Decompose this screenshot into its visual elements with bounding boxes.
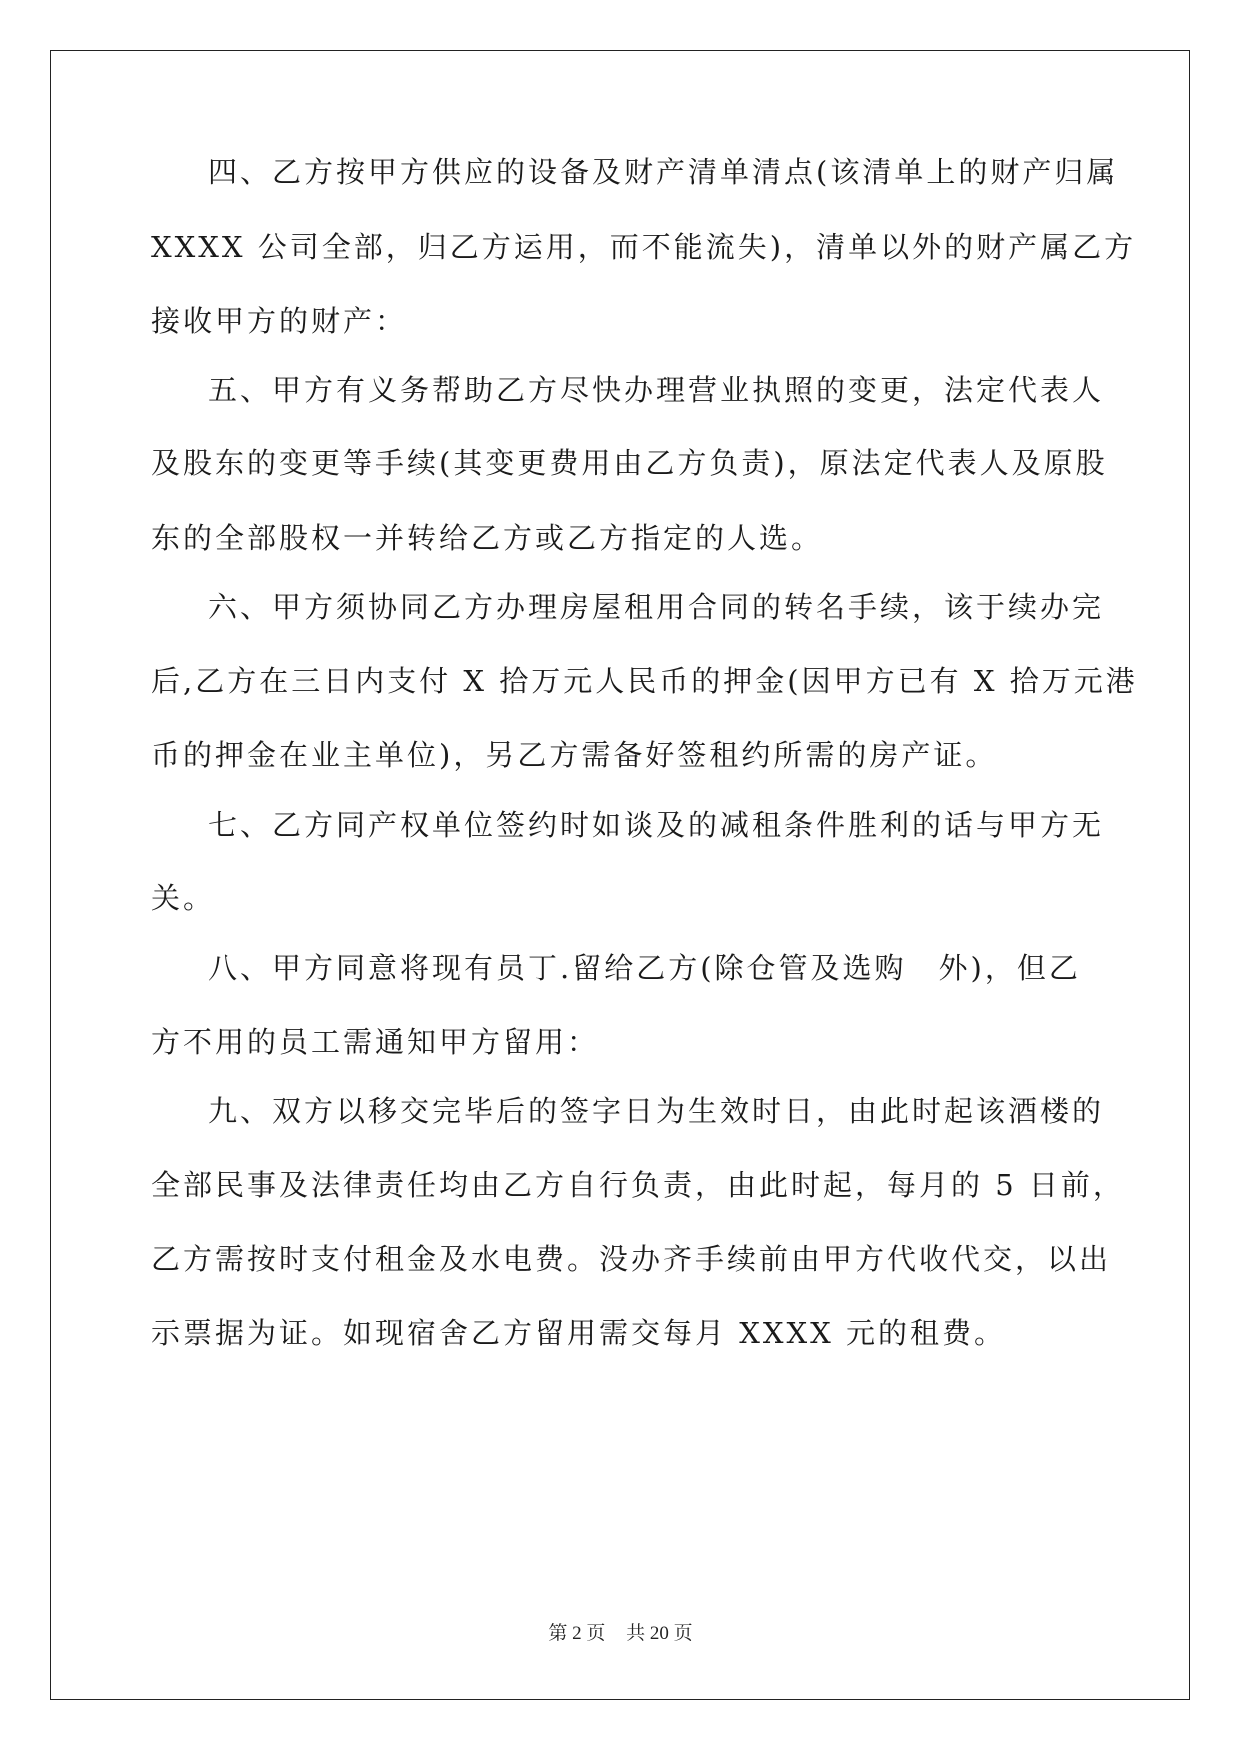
paragraph-9-line-3: 乙方需按时支付租金及水电费。没办齐手续前由甲方代收代交，以出 bbox=[151, 1242, 1112, 1276]
paragraph-9-line-1: 九、双方以移交完毕后的签字日为生效时日，由此时起该酒楼的 bbox=[208, 1094, 1105, 1128]
page-border bbox=[50, 50, 1190, 1700]
paragraph-8-line-1: 八、甲方同意将现有员丁.留给乙方(除仓管及选购 外)，但乙 bbox=[208, 951, 1081, 985]
paragraph-8-line-2: 方不用的员工需通知甲方留用： bbox=[151, 1025, 600, 1059]
paragraph-6-line-2: 后,乙方在三日内支付 X 拾万元人民币的押金(因甲方已有 X 拾万元港 bbox=[151, 664, 1138, 698]
page-footer bbox=[0, 1618, 1241, 1645]
paragraph-5-line-3: 东的全部股权一并转给乙方或乙方指定的人选。 bbox=[151, 521, 824, 555]
paragraph-4-line-2: XXXX 公司全部，归乙方运用，而不能流失)，清单以外的财产属乙方 bbox=[151, 230, 1137, 264]
paragraph-6-line-1: 六、甲方须协同乙方办理房屋租用合同的转名手续，该于续办完 bbox=[208, 590, 1105, 624]
page-total-label: 共 20 页 bbox=[626, 1623, 693, 1644]
page-number-label: 第 2 页 bbox=[548, 1623, 606, 1644]
paragraph-5-line-2: 及股东的变更等手续(其变更费用由乙方负责)，原法定代表人及原股 bbox=[151, 446, 1108, 480]
paragraph-5-line-1: 五、甲方有义务帮助乙方尽快办理营业执照的变更，法定代表人 bbox=[208, 373, 1105, 407]
paragraph-9-line-2: 全部民事及法律责任均由乙方自行负责，由此时起，每月的 5 日前， bbox=[151, 1168, 1125, 1202]
paragraph-7-line-1: 七、乙方同产权单位签约时如谈及的减租条件胜利的话与甲方无 bbox=[208, 808, 1105, 842]
paragraph-4-line-3: 接收甲方的财产： bbox=[151, 304, 408, 338]
paragraph-6-line-3: 币的押金在业主单位)，另乙方需备好签租约所需的房产证。 bbox=[151, 738, 998, 772]
paragraph-7-line-2: 关。 bbox=[151, 881, 216, 915]
paragraph-9-line-4: 示票据为证。如现宿舍乙方留用需交每月 XXXX 元的租费。 bbox=[151, 1316, 1007, 1350]
paragraph-4-line-1: 四、乙方按甲方供应的设备及财产清单清点(该清单上的财产归属 bbox=[208, 155, 1119, 189]
